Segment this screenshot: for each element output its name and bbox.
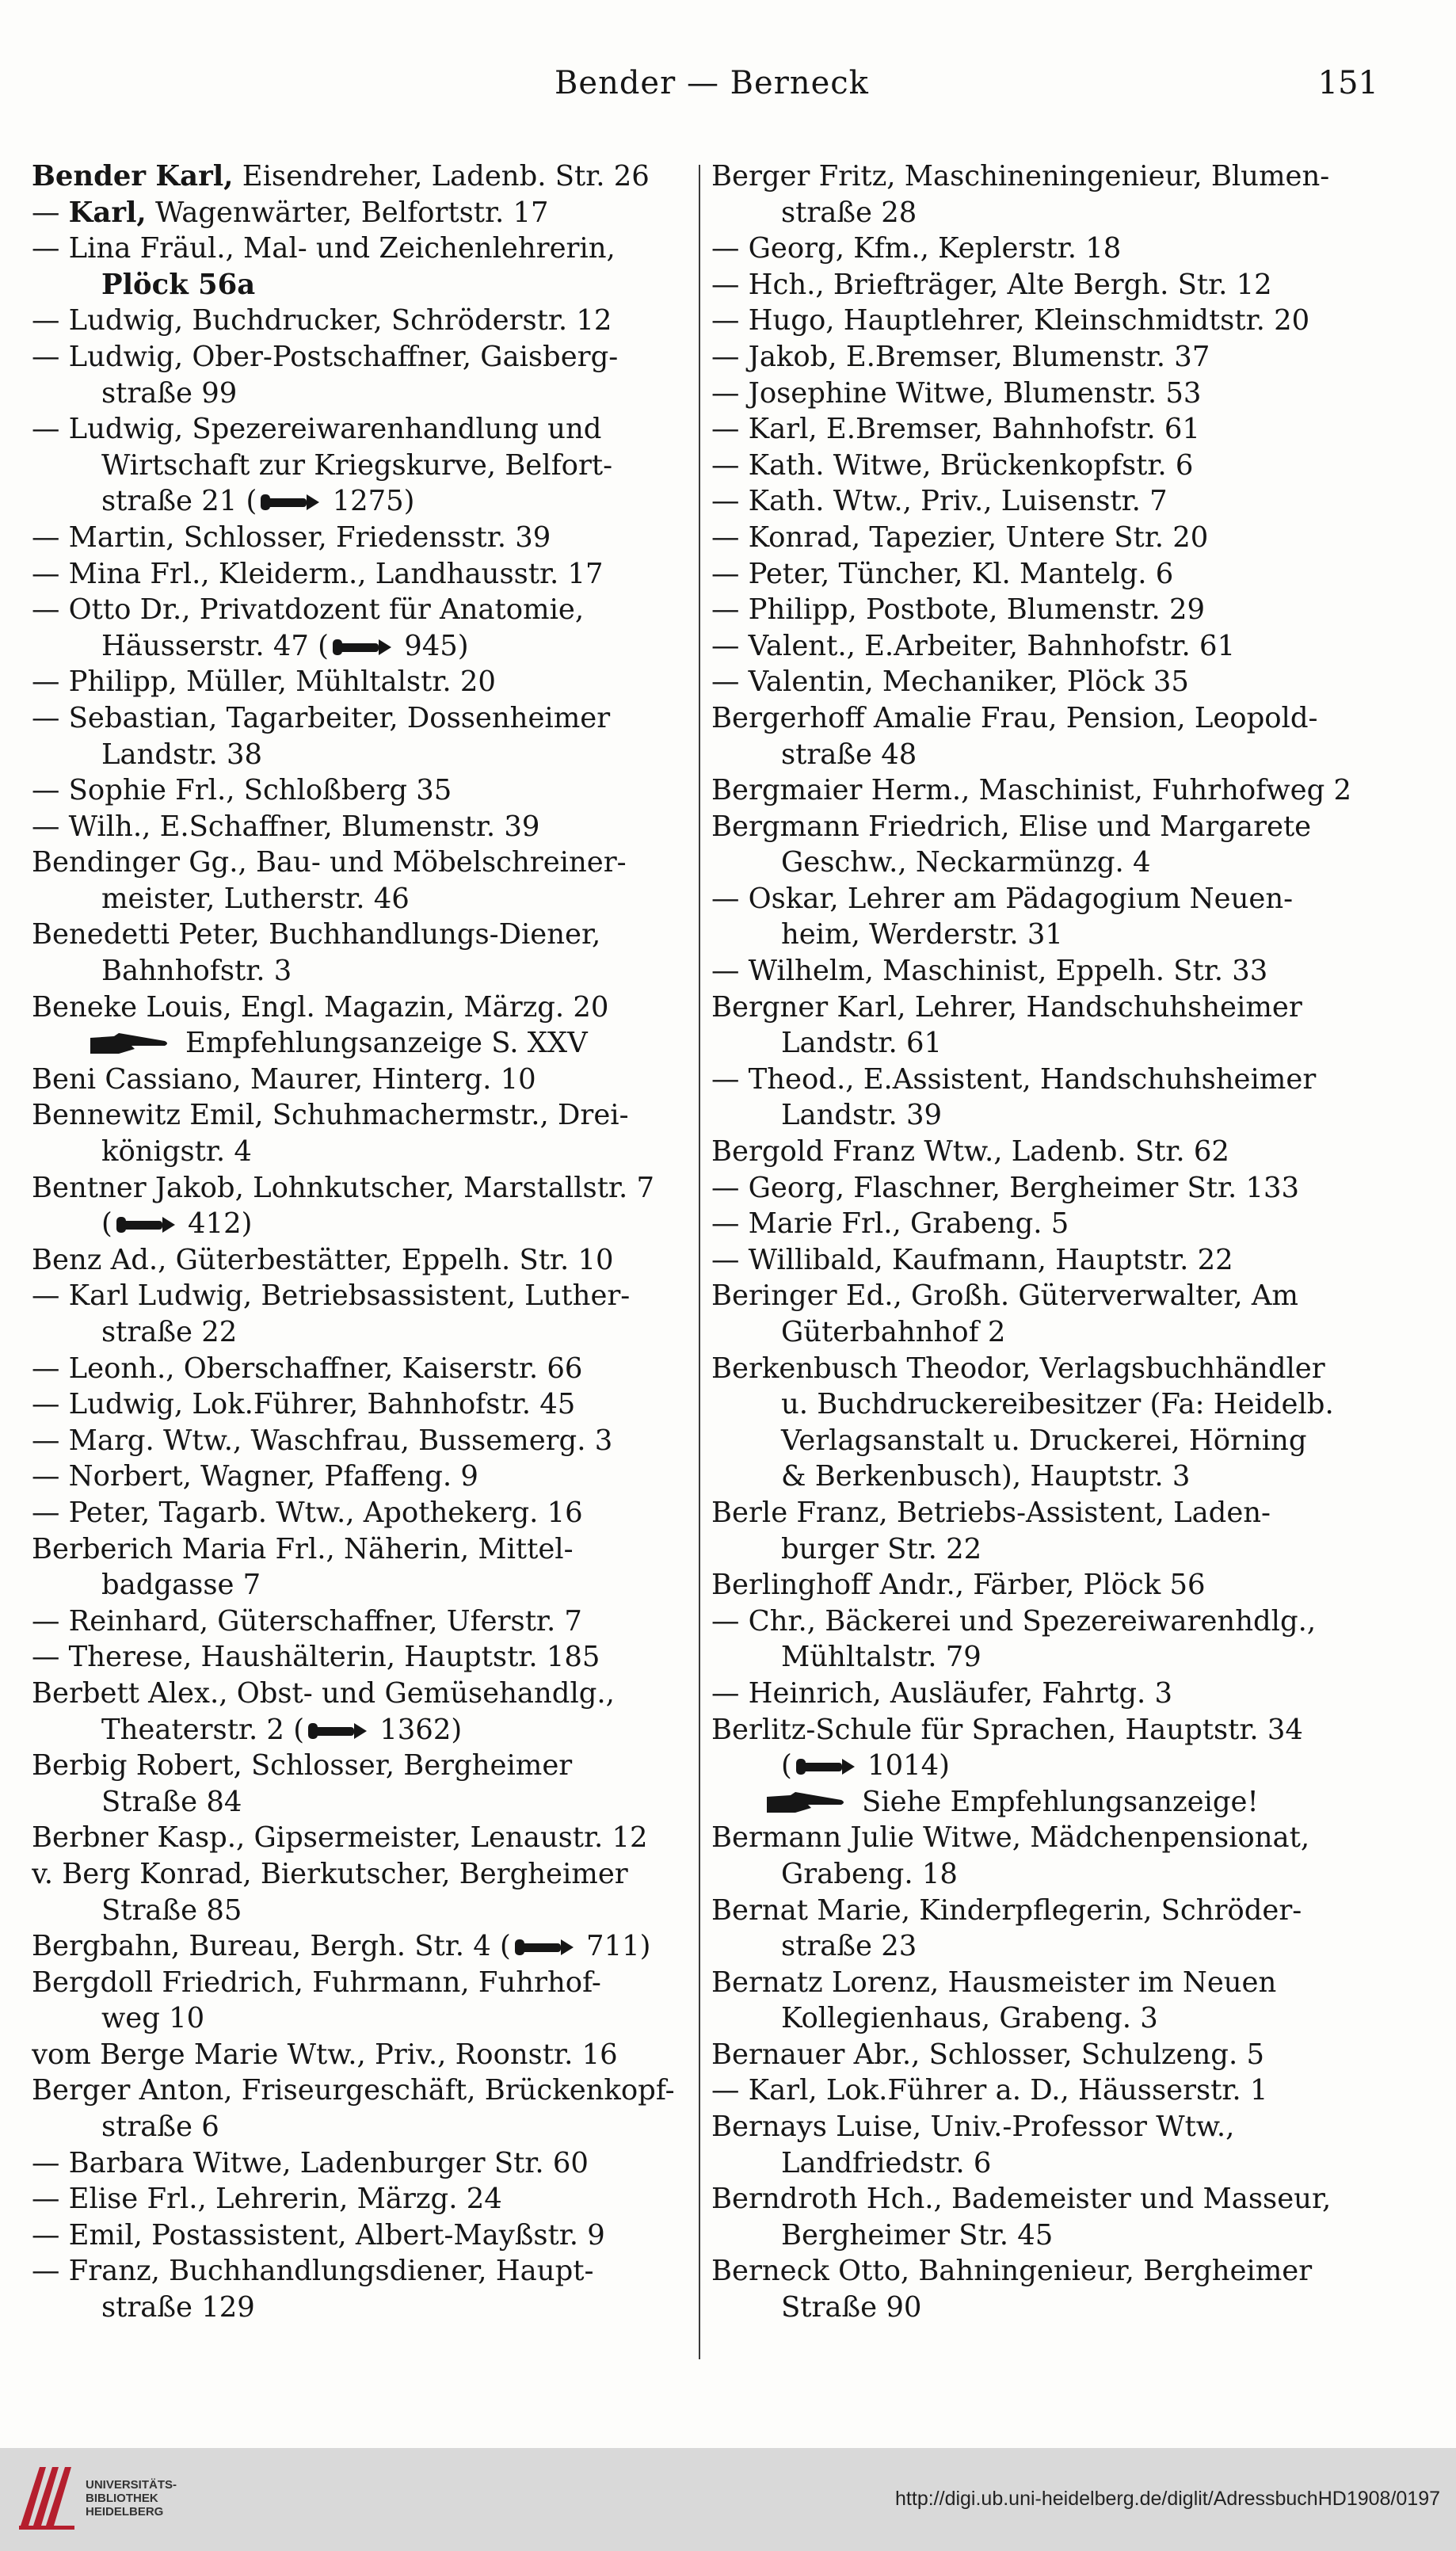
entry-text: Bentner Jakob, Lohnkutscher, Marstallstr. 7 xyxy=(32,1171,654,1204)
directory-line xyxy=(711,700,1373,737)
entry-text: — Marie Frl., Grabeng. 5 xyxy=(711,1207,1069,1241)
directory-line xyxy=(711,2072,1373,2109)
entry-text: Bennewitz Emil, Schuhmachermstr., Drei- xyxy=(32,1099,629,1132)
entry-text: — Kath. Witwe, Brückenkopfstr. 6 xyxy=(711,448,1194,482)
entry-text: Berger Fritz, Maschineningenieur, Blumen- xyxy=(711,160,1330,193)
entry-text: straße 48 xyxy=(781,738,917,771)
entry-text: 412) xyxy=(178,1207,253,1241)
directory-line xyxy=(32,1603,689,1640)
entry-text: Berneck Otto, Bahningenieur, Bergheimer xyxy=(711,2255,1313,2288)
entry-text: — Karl, E.Bremser, Bahnhofstr. 61 xyxy=(711,413,1200,446)
entry-text: — Georg, Kfm., Keplerstr. 18 xyxy=(711,232,1122,265)
directory-line xyxy=(32,231,689,267)
directory-line xyxy=(32,1495,689,1531)
entry-text: Benz Ad., Güterbestätter, Eppelh. Str. 10 xyxy=(32,1243,614,1276)
entry-text: — Franz, Buchhandlungsdiener, Haupt- xyxy=(32,2255,594,2288)
directory-line xyxy=(711,2290,1373,2326)
entry-text: Landstr. 39 xyxy=(781,1099,942,1132)
entry-text: heim, Werderstr. 31 xyxy=(781,918,1063,951)
directory-line xyxy=(32,483,689,520)
directory-line xyxy=(711,1820,1373,1856)
directory-line xyxy=(32,2109,689,2145)
entry-text: straße 23 xyxy=(781,1930,917,1963)
directory-line xyxy=(32,2217,689,2254)
entry-text: Straße 90 xyxy=(781,2291,922,2324)
telephone-icon xyxy=(307,1720,368,1742)
directory-line xyxy=(711,158,1373,195)
ad-reference-line xyxy=(711,1784,1373,1821)
entry-text: 945) xyxy=(394,629,469,662)
entry-text: 711) xyxy=(577,1930,651,1963)
directory-line xyxy=(711,737,1373,773)
entry-text: — Wilh., E.Schaffner, Blumenstr. 39 xyxy=(32,810,540,843)
entry-text: — Heinrich, Ausläufer, Fahrtg. 3 xyxy=(711,1676,1173,1710)
directory-line xyxy=(32,1856,689,1893)
directory-line xyxy=(711,1928,1373,1965)
directory-line xyxy=(32,1351,689,1387)
entry-text: — Norbert, Wagner, Pfaffeng. 9 xyxy=(32,1460,478,1493)
running-head: Bender — Berneck xyxy=(555,65,869,101)
directory-line xyxy=(711,1676,1373,1712)
entry-text: Eisendreher, Ladenb. Str. 26 xyxy=(233,160,650,193)
directory-line xyxy=(32,881,689,917)
directory-line xyxy=(711,1423,1373,1459)
directory-line xyxy=(32,990,689,1026)
directory-line xyxy=(32,1639,689,1676)
entry-text: Berbett Alex., Obst- und Gemüsehandlg., xyxy=(32,1676,615,1710)
directory-line xyxy=(711,1567,1373,1603)
entry-text: Straße 85 xyxy=(101,1893,242,1927)
directory-line xyxy=(711,664,1373,700)
entry-text: — Karl Ludwig, Betriebsassistent, Luther- xyxy=(32,1279,631,1313)
entry-text: ( xyxy=(101,1207,112,1241)
entry-text: Kollegienhaus, Grabeng. 3 xyxy=(781,2002,1158,2035)
directory-line xyxy=(711,303,1373,339)
entry-text: — Leonh., Oberschaffner, Kaiserstr. 66 xyxy=(32,1352,583,1385)
entry-text: — Barbara Witwe, Ladenburger Str. 60 xyxy=(32,2146,589,2179)
directory-line xyxy=(711,1062,1373,1098)
entry-text: Berger Anton, Friseurgeschäft, Brückenkopf- xyxy=(32,2074,675,2107)
directory-line xyxy=(32,448,689,484)
library-name xyxy=(86,2478,177,2519)
directory-line xyxy=(711,1893,1373,1929)
directory-line xyxy=(32,1278,689,1314)
entry-text: — Hugo, Hauptlehrer, Kleinschmidtstr. 20 xyxy=(711,304,1310,337)
entry-text: Bernauer Abr., Schlosser, Schulzeng. 5 xyxy=(711,2038,1264,2071)
telephone-icon xyxy=(115,1214,177,1236)
directory-line xyxy=(32,2037,689,2073)
directory-line xyxy=(711,2145,1373,2182)
pointing-hand-icon xyxy=(87,1031,170,1057)
entry-text: Berle Franz, Betriebs-Assistent, Laden- xyxy=(711,1496,1271,1529)
directory-line xyxy=(711,592,1373,628)
directory-line xyxy=(32,917,689,953)
entry-text: — Jakob, E.Bremser, Blumenstr. 37 xyxy=(711,340,1210,373)
entry-text: ( xyxy=(781,1749,792,1783)
directory-line xyxy=(32,1314,689,1351)
entry-text: — Peter, Tagarb. Wtw., Apothekerg. 16 xyxy=(32,1496,583,1529)
directory-line xyxy=(32,195,689,231)
directory-line xyxy=(711,1025,1373,1062)
entry-text: — Georg, Flaschner, Bergheimer Str. 133 xyxy=(711,1171,1300,1204)
directory-line xyxy=(32,1459,689,1495)
entry-text: Bender Karl, xyxy=(32,160,234,193)
entry-text: Landfriedstr. 6 xyxy=(781,2146,992,2179)
entry-text: — Reinhard, Güterschaffner, Uferstr. 7 xyxy=(32,1604,582,1638)
directory-line xyxy=(32,303,689,339)
directory-line xyxy=(32,1386,689,1423)
directory-line xyxy=(711,990,1373,1026)
column-divider xyxy=(699,165,700,2359)
entry-text: Güterbahnhof 2 xyxy=(781,1316,1006,1348)
entry-text: Bergdoll Friedrich, Fuhrmann, Fuhrhof- xyxy=(32,1966,601,1999)
directory-line xyxy=(32,1134,689,1170)
directory-line xyxy=(32,628,689,665)
directory-line xyxy=(32,1531,689,1568)
entry-text: — Valent., E.Arbeiter, Bahnhofstr. 61 xyxy=(711,629,1236,662)
directory-line xyxy=(711,2000,1373,2037)
entry-text: — Ludwig, Lok.Führer, Bahnhofstr. 45 xyxy=(32,1388,576,1421)
entry-text: Häusserstr. 47 ( xyxy=(101,629,329,662)
entry-text: Bergner Karl, Lehrer, Handschuhsheimer xyxy=(711,990,1302,1024)
source-url-link[interactable]: http://digi.ub.uni-heidelberg.de/diglit/AdressbuchHD1908/0197 xyxy=(895,2488,1440,2510)
entry-text: Beni Cassiano, Maurer, Hinterg. 10 xyxy=(32,1062,536,1096)
directory-line xyxy=(32,267,689,303)
entry-text: weg 10 xyxy=(101,2002,205,2035)
directory-line xyxy=(32,592,689,628)
directory-line xyxy=(711,1097,1373,1134)
directory-line xyxy=(32,772,689,809)
entry-text: Beringer Ed., Großh. Güterverwalter, Am xyxy=(711,1279,1298,1313)
directory-line xyxy=(711,809,1373,845)
entry-text: Bernatz Lorenz, Hausmeister im Neuen xyxy=(711,1966,1277,1999)
entry-text: Berkenbusch Theodor, Verlagsbuchhändler xyxy=(711,1352,1325,1385)
directory-line xyxy=(711,1351,1373,1387)
directory-line xyxy=(32,1712,689,1748)
directory-line xyxy=(711,267,1373,303)
directory-line xyxy=(711,520,1373,556)
library-name-line: HEIDELBERG xyxy=(86,2505,164,2519)
entry-text: Grabeng. 18 xyxy=(781,1857,958,1890)
directory-line xyxy=(711,1603,1373,1640)
directory-line xyxy=(711,628,1373,665)
entry-text: Theaterstr. 2 ( xyxy=(101,1713,305,1746)
directory-line xyxy=(711,2181,1373,2217)
entry-text: Bahnhofstr. 3 xyxy=(101,955,292,988)
directory-line xyxy=(32,664,689,700)
ad-reference-line xyxy=(32,1025,689,1062)
directory-line xyxy=(32,953,689,990)
directory-line xyxy=(711,1531,1373,1568)
entry-text: — Wilhelm, Maschinist, Eppelh. Str. 33 xyxy=(711,955,1268,988)
telephone-icon xyxy=(795,1756,856,1778)
entry-text: — Martin, Schlosser, Friedensstr. 39 xyxy=(32,520,551,554)
directory-line xyxy=(711,772,1373,809)
entry-text: burger Str. 22 xyxy=(781,1532,982,1565)
entry-text: — Willibald, Kaufmann, Hauptstr. 22 xyxy=(711,1243,1233,1276)
entry-text: straße 21 ( xyxy=(101,485,257,518)
entry-text: Verlagsanstalt u. Druckerei, Hörning xyxy=(781,1424,1307,1457)
directory-line xyxy=(711,411,1373,448)
telephone-icon xyxy=(513,1936,575,1958)
directory-line xyxy=(32,520,689,556)
directory-line xyxy=(32,1748,689,1784)
directory-line xyxy=(711,2217,1373,2254)
directory-line xyxy=(32,700,689,737)
entry-text: Plöck 56a xyxy=(101,268,256,301)
directory-line xyxy=(711,231,1373,267)
directory-line xyxy=(32,339,689,376)
directory-line xyxy=(32,845,689,881)
library-logo-icon xyxy=(16,2459,78,2532)
directory-line xyxy=(32,1423,689,1459)
directory-line xyxy=(32,376,689,412)
directory-line xyxy=(711,448,1373,484)
entry-text: — Kath. Wtw., Priv., Luisenstr. 7 xyxy=(711,485,1168,518)
directory-line xyxy=(32,2181,689,2217)
entry-text: — Valentin, Mechaniker, Plöck 35 xyxy=(711,665,1189,699)
entry-text: königstr. 4 xyxy=(101,1135,252,1169)
entry-text: — Philipp, Müller, Mühltalstr. 20 xyxy=(32,665,496,699)
directory-line xyxy=(32,1567,689,1603)
directory-line xyxy=(32,1965,689,2001)
entry-text: Siehe Empfehlungsanzeige! xyxy=(862,1785,1259,1818)
entry-text: — Oskar, Lehrer am Pädagogium Neuen- xyxy=(711,882,1294,915)
entry-text: — Philipp, Postbote, Blumenstr. 29 xyxy=(711,593,1206,627)
entry-text: — Theod., E.Assistent, Handschuhsheimer xyxy=(711,1062,1317,1096)
directory-line xyxy=(711,1748,1373,1784)
entry-text: — Therese, Haushälterin, Hauptstr. 185 xyxy=(32,1641,600,1674)
directory-line xyxy=(711,1206,1373,1242)
directory-line xyxy=(32,1242,689,1279)
entry-text: — Hch., Briefträger, Alte Bergh. Str. 12 xyxy=(711,268,1272,301)
directory-line xyxy=(32,2072,689,2109)
directory-line xyxy=(32,1206,689,1242)
entry-text: Landstr. 38 xyxy=(101,738,262,771)
directory-line xyxy=(32,737,689,773)
entry-text: — Mina Frl., Kleiderm., Landhausstr. 17 xyxy=(32,557,604,590)
entry-text: — Ludwig, Buchdrucker, Schröderstr. 12 xyxy=(32,304,612,337)
directory-line xyxy=(711,2037,1373,2073)
entry-text: — Emil, Postassistent, Albert-Mayßstr. 9 xyxy=(32,2218,605,2252)
left-column xyxy=(32,158,689,2369)
entry-text: v. Berg Konrad, Bierkutscher, Bergheimer xyxy=(32,1857,628,1890)
entry-text: — Sophie Frl., Schloßberg 35 xyxy=(32,774,452,807)
entry-text: Berlinghoff Andr., Färber, Plöck 56 xyxy=(711,1569,1206,1602)
entry-text: Bermann Julie Witwe, Mädchenpensionat, xyxy=(711,1821,1310,1855)
entry-text: — Ludwig, Spezereiwarenhandlung und xyxy=(32,413,602,446)
entry-text: Bergheimer Str. 45 xyxy=(781,2218,1054,2252)
directory-line xyxy=(32,1170,689,1207)
telephone-icon xyxy=(259,491,321,513)
entry-text: u. Buchdruckereibesitzer (Fa: Heidelb. xyxy=(781,1388,1334,1421)
entry-text: straße 99 xyxy=(101,376,238,410)
entry-text: Straße 84 xyxy=(101,1785,242,1818)
entry-text: Bergmaier Herm., Maschinist, Fuhrhofweg 2 xyxy=(711,774,1351,807)
entry-text: Bergerhoff Amalie Frau, Pension, Leopold- xyxy=(711,701,1318,734)
entry-text: Wagenwärter, Belfortstr. 17 xyxy=(146,196,549,229)
directory-line xyxy=(32,1062,689,1098)
directory-line xyxy=(32,2000,689,2037)
entry-text: — xyxy=(32,196,69,229)
viewer-footer xyxy=(0,2448,1456,2551)
entry-text: Bernays Luise, Univ.-Professor Wtw., xyxy=(711,2111,1235,2144)
directory-line xyxy=(711,195,1373,231)
entry-text: Bendinger Gg., Bau- und Möbelschreiner- xyxy=(32,846,627,879)
directory-line xyxy=(711,1965,1373,2001)
entry-text: Wirtschaft zur Kriegskurve, Belfort- xyxy=(101,448,613,482)
directory-line xyxy=(32,2145,689,2182)
entry-text: — Elise Frl., Lehrerin, Märzg. 24 xyxy=(32,2183,502,2216)
entry-text: Geschw., Neckarmünzg. 4 xyxy=(781,846,1151,879)
directory-line xyxy=(32,1097,689,1134)
directory-line xyxy=(711,1314,1373,1351)
entry-text: Benedetti Peter, Buchhandlungs-Diener, xyxy=(32,918,601,951)
directory-line xyxy=(32,2290,689,2326)
entry-text: — Sebastian, Tagarbeiter, Dossenheimer xyxy=(32,701,611,734)
page-number: 151 xyxy=(1317,65,1378,101)
directory-line xyxy=(711,1278,1373,1314)
directory-line xyxy=(32,809,689,845)
entry-text: Bergold Franz Wtw., Ladenb. Str. 62 xyxy=(711,1135,1229,1169)
directory-line xyxy=(711,1242,1373,1279)
directory-line xyxy=(32,1676,689,1712)
entry-text: Beneke Louis, Engl. Magazin, Märzg. 20 xyxy=(32,990,609,1024)
pointing-hand-icon xyxy=(764,1790,846,1816)
entry-text: meister, Lutherstr. 46 xyxy=(101,882,410,915)
directory-line xyxy=(32,411,689,448)
entry-text: Berbig Robert, Schlosser, Bergheimer xyxy=(32,1749,573,1783)
entry-text: — Konrad, Tapezier, Untere Str. 20 xyxy=(711,520,1209,554)
directory-line xyxy=(32,2253,689,2290)
entry-text: Berbner Kasp., Gipsermeister, Lenaustr. 12 xyxy=(32,1821,648,1855)
entry-text: — Otto Dr., Privatdozent für Anatomie, xyxy=(32,593,585,627)
entry-text: 1014) xyxy=(858,1749,950,1783)
directory-line xyxy=(711,483,1373,520)
entry-text: Mühltalstr. 79 xyxy=(781,1641,981,1674)
directory-line xyxy=(711,2253,1373,2290)
entry-text: — Marg. Wtw., Waschfrau, Bussemerg. 3 xyxy=(32,1424,613,1457)
entry-text: straße 6 xyxy=(101,2111,219,2144)
directory-line xyxy=(711,953,1373,990)
directory-line xyxy=(32,158,689,195)
directory-line xyxy=(711,1712,1373,1748)
entry-text: Berndroth Hch., Bademeister und Masseur, xyxy=(711,2183,1332,2216)
entry-text: — Lina Fräul., Mal- und Zeichenlehrerin, xyxy=(32,232,616,265)
entry-text: — Peter, Tüncher, Kl. Mantelg. 6 xyxy=(711,557,1174,590)
entry-text: Bernat Marie, Kinderpflegerin, Schröder- xyxy=(711,1893,1302,1927)
entry-text: — Ludwig, Ober-Postschaffner, Gaisberg- xyxy=(32,340,619,373)
entry-text: Bergmann Friedrich, Elise und Margarete xyxy=(711,810,1312,843)
directory-line xyxy=(711,556,1373,593)
library-name-line: UNIVERSITÄTS- xyxy=(86,2478,177,2492)
entry-text: straße 28 xyxy=(781,196,917,229)
directory-line xyxy=(32,1820,689,1856)
directory-line xyxy=(711,339,1373,376)
directory-line xyxy=(32,556,689,593)
directory-line xyxy=(711,917,1373,953)
directory-line xyxy=(711,1134,1373,1170)
entry-text: — Josephine Witwe, Blumenstr. 53 xyxy=(711,376,1202,410)
directory-line xyxy=(711,845,1373,881)
directory-line xyxy=(711,1856,1373,1893)
directory-line xyxy=(711,2109,1373,2145)
directory-line xyxy=(711,881,1373,917)
directory-line xyxy=(32,1784,689,1821)
directory-line xyxy=(711,1639,1373,1676)
directory-line xyxy=(711,376,1373,412)
entry-text: Bergbahn, Bureau, Bergh. Str. 4 ( xyxy=(32,1930,511,1963)
directory-line xyxy=(711,1495,1373,1531)
entry-text: Berberich Maria Frl., Näherin, Mittel- xyxy=(32,1532,574,1565)
entry-text: Landstr. 61 xyxy=(781,1027,942,1060)
entry-text: Karl, xyxy=(68,196,147,229)
entry-text: & Berkenbusch), Hauptstr. 3 xyxy=(781,1460,1191,1493)
entry-text: 1275) xyxy=(323,485,415,518)
entry-text: vom Berge Marie Wtw., Priv., Roonstr. 16 xyxy=(32,2038,618,2071)
directory-line xyxy=(711,1170,1373,1207)
entry-text: Empfehlungsanzeige S. XXV xyxy=(185,1027,588,1060)
entry-text: — Chr., Bäckerei und Spezereiwarenhdlg., xyxy=(711,1604,1317,1638)
telephone-icon xyxy=(331,636,393,658)
directory-line xyxy=(32,1928,689,1965)
entry-text: badgasse 7 xyxy=(101,1569,261,1602)
directory-line xyxy=(711,1386,1373,1423)
directory-line xyxy=(711,1459,1373,1495)
entry-text: straße 22 xyxy=(101,1316,238,1348)
entry-text: 1362) xyxy=(371,1713,463,1746)
right-column xyxy=(711,158,1373,2369)
entry-text: Berlitz-Schule für Sprachen, Hauptstr. 34 xyxy=(711,1713,1303,1746)
directory-line xyxy=(32,1893,689,1929)
entry-text: — Karl, Lok.Führer a. D., Häusserstr. 1 xyxy=(711,2074,1268,2107)
entry-text: straße 129 xyxy=(101,2291,255,2324)
library-name-line: BIBLIOTHEK xyxy=(86,2492,158,2505)
page-header xyxy=(32,65,1378,112)
